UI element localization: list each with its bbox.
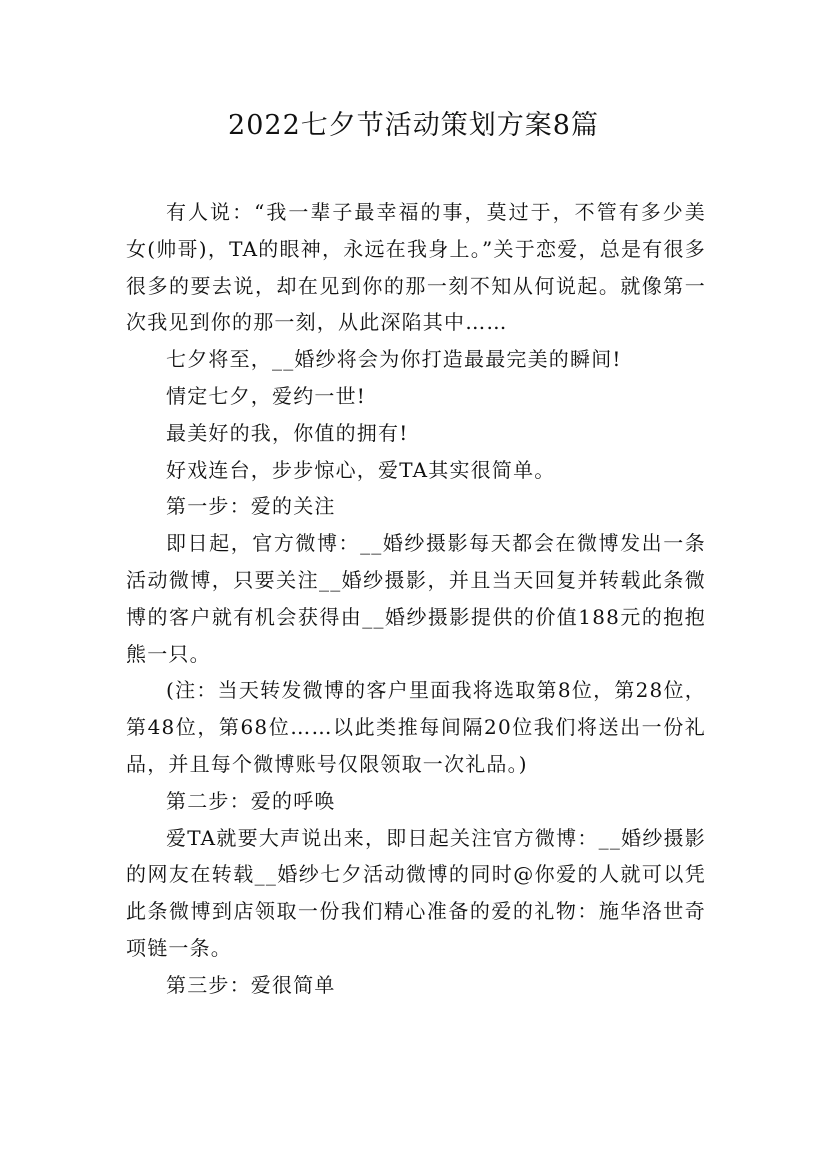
paragraph-slogan-3: 好戏连台，步步惊心，爱TA其实很简单。 (166, 457, 556, 482)
step-one-body: 即日起，官方微博：__婚纱摄影每天都会在微博发出一条活动微博，只要关注__婚纱摄影，并且当天回复并转载此条微博的客户就有机会获得由__婚纱摄影提供的价值188元的抱抱熊一只。 (126, 531, 706, 666)
paragraph-qixi-coming: 七夕将至，__婚纱将会为你打造最最完美的瞬间! (166, 347, 622, 372)
paragraph-slogan-2: 最美好的我，你值的拥有! (166, 420, 409, 445)
paragraph-slogan-1: 情定七夕，爱约一世! (166, 383, 367, 408)
paragraph-intro: 有人说：“我一辈子最幸福的事，莫过于，不管有多少美女(帅哥)，TA的眼神，永远在我身上。”关于恋爱，总是有很多很多的要去说，却在见到你的那一刻不知从何说起。就像第一次我见到你的那一刻，从此深陷其中…… (126, 200, 706, 335)
step-two-body: 爱TA就要大声说出来，即日起关注官方微博：__婚纱摄影的网友在转载__婚纱七夕活动微博的同时@你爱的人就可以凭此条微博到店领取一份我们精心准备的爱的礼物：施华洛世奇项链一条。 (126, 825, 706, 960)
step-one-heading: 第一步：爱的关注 (166, 494, 336, 519)
document-title: 2022七夕节活动策划方案8篇 (228, 110, 599, 141)
step-three-heading: 第三步：爱很简单 (166, 972, 336, 997)
step-one-note: (注：当天转发微博的客户里面我将选取第8位，第28位，第48位，第68位……以此类推每间隔20位我们将送出一份礼品，并且每个微博账号仅限领取一次礼品。) (126, 678, 706, 776)
document-body (126, 194, 706, 1004)
step-two-heading: 第二步：爱的呼唤 (166, 788, 336, 813)
